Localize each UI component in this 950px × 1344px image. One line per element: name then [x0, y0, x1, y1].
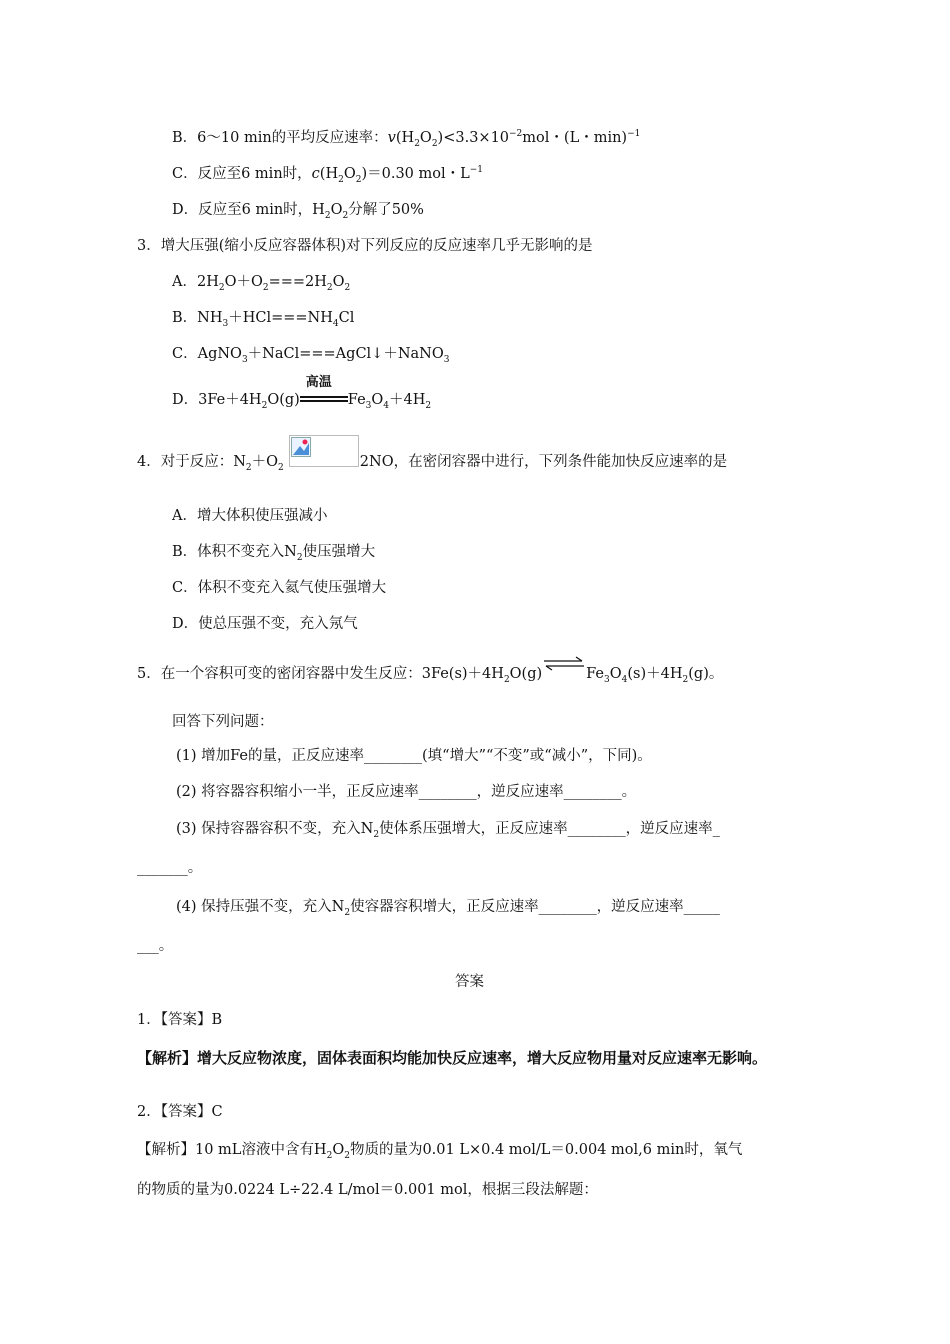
q3-stem: 3．增大压强(缩小反应容器体积)对下列反应的反应速率几乎无影响的是 — [137, 238, 593, 254]
q5-part-3: (3) 保持容器容积不变，充入$N_2$使体系压强增大，正反应速率________，逆反应速率_ — [176, 821, 720, 840]
q5-intro: 回答下列问题： — [172, 714, 274, 730]
answer-1-explanation: 【解析】增大反应物浓度，固体表面积均能加快反应速率，增大反应物用量对反应速率无影响。 — [137, 1049, 768, 1067]
answers-title: 答案 — [455, 974, 484, 990]
q2-option-b: B．6～10 min的平均反应速率：$v(H_2O_2)<3.3\times 10^{-2}mol$・(L・min)$^{-1}$ — [172, 129, 641, 149]
q4-option-a: A．增大体积使压强减小 — [172, 508, 328, 524]
q4-option-d: D．使总压强不变，充入氖气 — [172, 616, 358, 632]
q4-stem: 4．对于反应：$N_2+O_2$ 2NO，在密闭容器中进行，下列条件能加快反应速率的是 — [137, 454, 728, 473]
q5-part-4-cont: ___。 — [137, 938, 174, 954]
high-temp-equals-sign: 高温 — [300, 390, 348, 410]
answer-1: 1．【答案】B — [137, 1012, 223, 1028]
q5-stem: 5．在一个容积可变的密闭容器中发生反应：$3Fe(s)+4H_2O(g)$ $Fe_3O_4(s)+4H_2(g)$。 — [137, 664, 723, 684]
answer-2-explanation-line-2: 的物质的量为0.0224 L÷22.4 L/mol＝0.001 mol，根据三段法解题： — [137, 1182, 598, 1198]
q3-option-b: B．$NH_3+HCl===NH_4Cl$ — [172, 310, 355, 329]
q3-option-a: A．$2H_2O+O_2===2H_2O_2$ — [172, 274, 351, 293]
q2-option-c: C．反应至6 min时，$c(H_2O_2)=0.30$ mol・$L^{-1}$ — [172, 165, 484, 185]
answer-2-explanation-line-1: 【解析】10 mL溶液中含有$H_2O_2$物质的量为0.01 L×0.4 mol/L＝0.004 mol,6 min时，氧气 — [137, 1142, 743, 1161]
reversible-arrow-icon — [542, 664, 586, 684]
q5-part-4: (4) 保持压强不变，充入$N_2$使容器容积增大，正反应速率________，逆反应速率_____ — [176, 899, 720, 918]
q5-part-1: (1) 增加Fe的量，正反应速率________(填“增大”“不变”或“减小”，下同)。 — [176, 748, 652, 764]
q2-option-d: D．反应至6 min时，$H_2O_2$分解了50% — [172, 202, 424, 221]
q3-option-d: D．$3Fe+4H_2O(g)$ 高温 $Fe_3O_4+4H_2$ — [172, 375, 432, 411]
answer-2: 2．【答案】C — [137, 1104, 223, 1120]
q3-option-c: C．AgNO$_3$＋NaCl===AgCl↓＋NaNO$_3$ — [172, 346, 450, 365]
q4-option-b: B．体积不变充入$N_2$使压强增大 — [172, 544, 376, 563]
q4-option-c: C．体积不变充入氦气使压强增大 — [172, 580, 387, 596]
q5-part-3-cont: _______。 — [137, 860, 203, 876]
q5-part-2: (2) 将容器容积缩小一半，正反应速率________，逆反应速率________。 — [176, 784, 637, 800]
